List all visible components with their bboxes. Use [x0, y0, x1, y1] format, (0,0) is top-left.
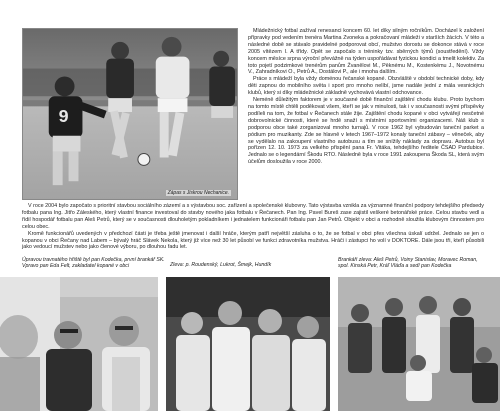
article-paragraph: Neméně důležitým faktorem je v současné době finanční zajištění chodu klubu. Proto bychom na tomto místě chtěli poděkovat všem, kteří se jak v minulosti, tak i v současnosti svými příspěvky podíleli na tom, že fotbal v Řečanech stále žije. Zajištění chodu kopané v obci vytvářejí nesčetné dobrovolnické činnosti, které se hrdě snaží s místními sportovními organizacemi. Náš klub s podporou obce také zorganizoval mnoho turnajů. V roce 1962 byl vybudován taneční parket a pódium pro muzikanty. Zde se hlavně v letech 1967–1972 konaly taneční zábavy – věneček, aby se vydělalo na zakoupení vlastního autobusu a tím se snížily náklady za dopravu. Autobus byl pořízen 12. 10. 1973 za velkého přispění pana Fr. Vitáka, tehdejšího ředitele ČSAD Pardubice. Jednalo se o legendární Škodu RTO. Následně byla v roce 1991 zakoupena Škoda SL, která svým účelům dosloužila v roce 2000.	[248, 97, 484, 166]
two-men-image	[0, 277, 158, 411]
article-column	[248, 28, 484, 166]
football-match-image	[23, 29, 237, 199]
wide-article-section	[22, 203, 484, 251]
caption-photo-a: Úpravou travnatého hřiště byl pan Kodečka, první brankář SK. Vpravo pan Eda Felt, zakladatel kopané v obci	[22, 257, 165, 270]
top-photo-caption: Zápas s Jiskrou Nechanice.	[167, 190, 229, 196]
goalkeepers-photo	[338, 277, 500, 411]
wide-paragraph: V roce 2004 bylo započato s prioritní stavbou sociálního zázemí a s výstavbou soc. zařízení a společenské klubovny. Tato výstavba vznikla za významné finanční podpory tehdejšího předsedy fotbalu pana Ing. Jitřo Záleského, který vlastní finance investoval do stavby nového jaka fotbalu v Řečanech. Pan Ing. Pavel Bureš zase zajistil veškeré betonářské práce. Celou stavbu vedl a řídil hospodář fotbalu pan Aleš Petrů, který se v současnosti dlouholetým pokladníkem i jednatelem funkcionáři fotbalu pan Jan Petrů. Objekt v obci a rozhodně sloužila klubovým činnostem pro celou obec.	[22, 203, 484, 230]
wide-paragraph: Kromě funkcionářů uvedených v předchozí části je třeba ještě jmenovat i další hráče, kterým patří největší zásluha o to, že se fotbal v obci přes všechna úskalí udržel. Jednalo se jen o kopanou v obci Řečany nad Labem – bývalý hráč Slávek Nekola, který již více než 30 let působí ve funkci zdravotníka mužstva. Hráči i zástupci ho volí v DOKTORE. Dále jsou tři, kteří působili jako vedoucí mužstev nebo jako členové výboru, po dlouhou řadu let.	[22, 230, 484, 251]
goalkeepers-image	[338, 277, 500, 411]
four-men-photo	[166, 277, 330, 411]
four-men-image	[166, 277, 330, 411]
two-men-photo	[0, 277, 158, 411]
article-paragraph: Práce s mládeží byla vždy doménou řečanské kopané. Obzvláště v období technické doby, kdy děti zapnou do mobilního světa i sport pro mnoho nelíbí, jsme nadále jední z mála vesnických klubů, který si díky mládežnické základně vychovává vlastní odchovance.	[248, 76, 484, 97]
caption-photo-b: Zleva: p. Roudenský, Lukrot, Šmejk, Hundík	[170, 262, 272, 268]
football-match-photo	[22, 28, 238, 200]
article-paragraph: Mládežnický fotbal zažíval renesanci koncem 60. let díky silným ročníkům. Docházel k založení přípravky pod vedením trenéra Martina Zvoneka a pokračovaní mládeži v starších žácích. V této a následné době se stávalo pravidelné podporovat obcí, mužstvo dorostu se dokonce stává v roce 2005 vítězem I. A třídy. Opět se započalo s tréninky tzv. sběrných týmů (soustředění). Vždy koncem měsíce srpna výroční převážně na týden uspořádávat fyzickou kondici a tmelit kolektiv. Za toto pojetí podzimkové trenérům panům Žvanělovi M., Pěknému M., Kostenkému J., Novotnému V., Zahradníkovi O., Petrů A., Dostálovi P., ale i mnoha dalším.	[248, 28, 484, 76]
caption-photo-c: Brankáři zleva: Aleš Petrů, Voiny Stanislav, Moravec Roman, spol. Kinská Petr, Kráľ Vláďa a sedí pan Kodečka	[338, 257, 478, 270]
svg-text:9: 9	[58, 105, 69, 126]
